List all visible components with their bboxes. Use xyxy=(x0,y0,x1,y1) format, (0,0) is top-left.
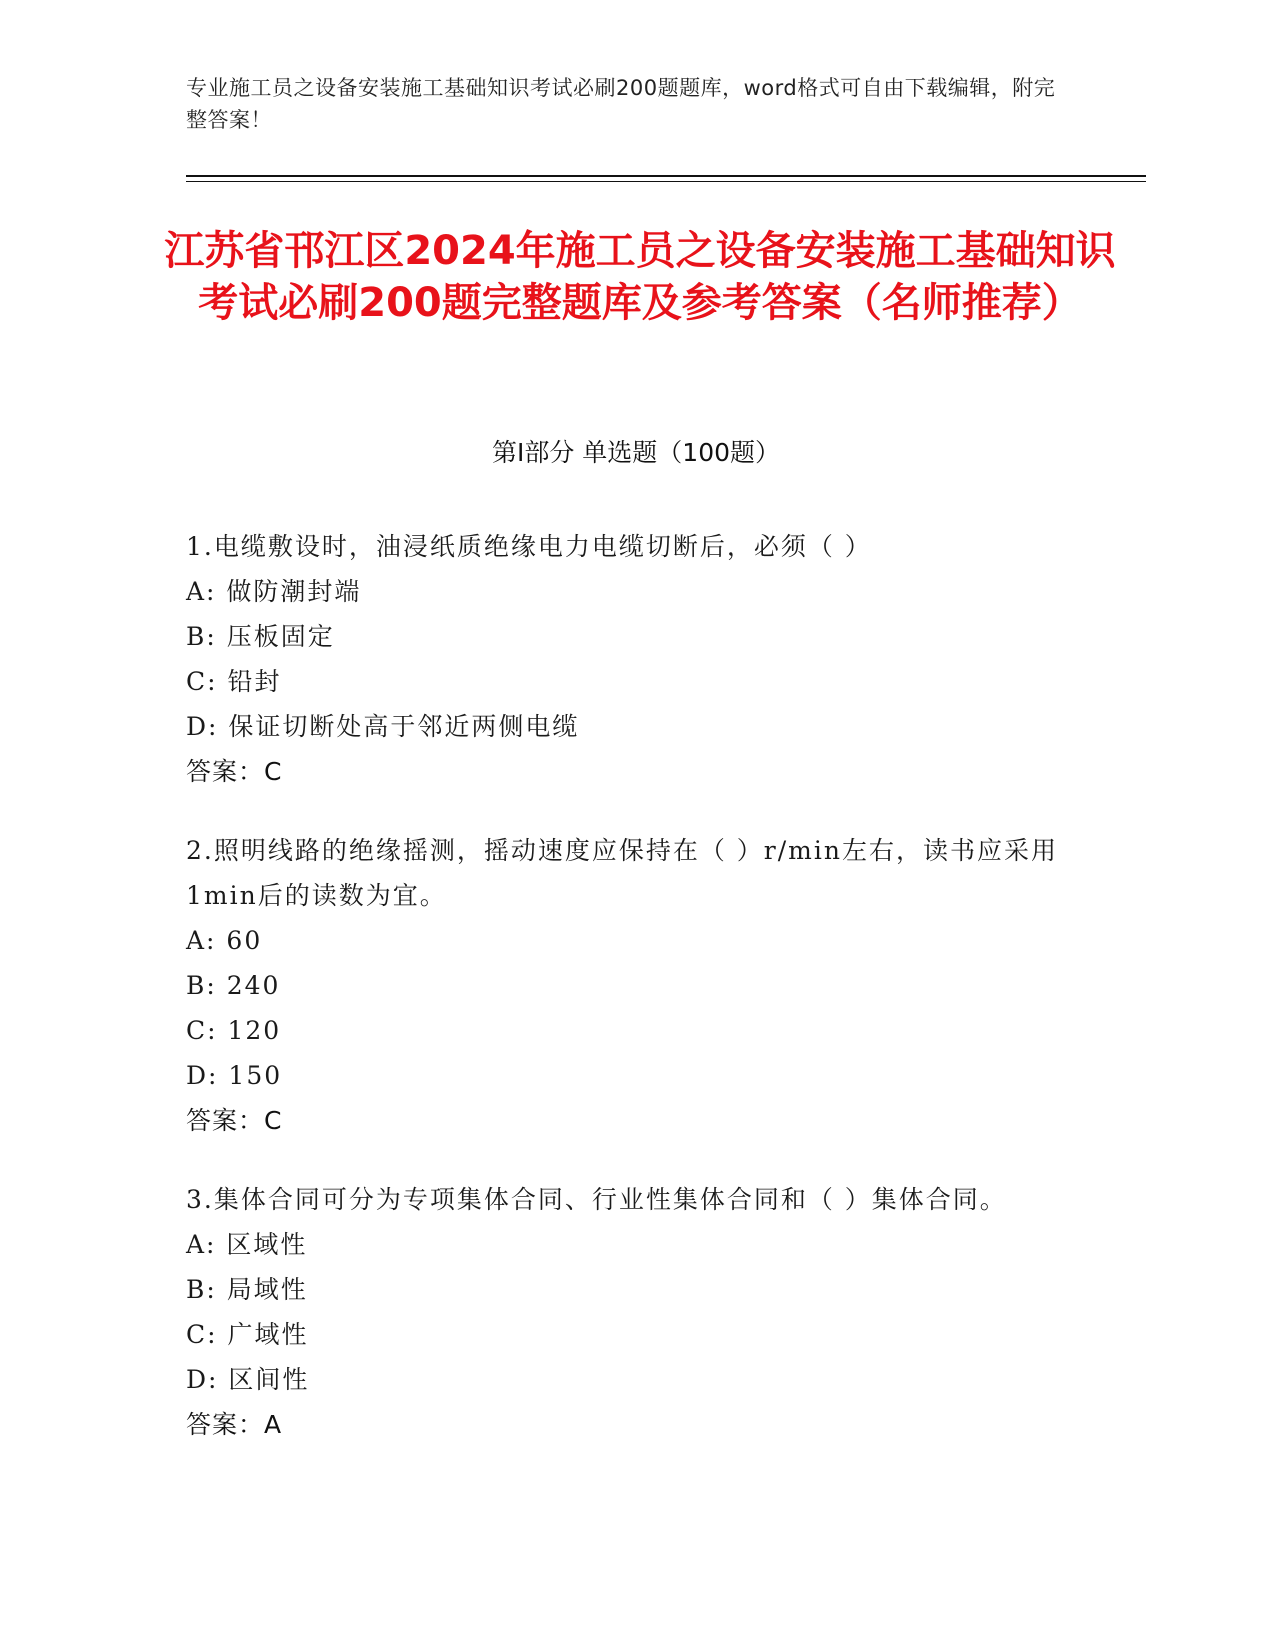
question-1 xyxy=(186,524,1066,794)
header-rule-thick xyxy=(186,175,1146,177)
answer: 答案：A xyxy=(186,1410,283,1439)
question-stem: 1.电缆敷设时，油浸纸质绝缘电力电缆切断后，必须（ ） xyxy=(186,532,872,561)
question-stem: 3.集体合同可分为专项集体合同、行业性集体合同和（ ）集体合同。 xyxy=(186,1185,1007,1214)
question-stem: 2.照明线路的绝缘摇测，摇动速度应保持在（ ）r/min左右，读书应采用1min后的读数为宜。 xyxy=(186,836,1058,910)
option-c: C: 120 xyxy=(186,1016,282,1045)
answer: 答案：C xyxy=(186,757,283,786)
option-d: D: 150 xyxy=(186,1061,283,1090)
answer: 答案：C xyxy=(186,1106,283,1135)
document-title: 江苏省邗江区2024年施工员之设备安装施工基础知识考试必刷200题完整题库及参考答案（名师推荐） xyxy=(164,228,1116,326)
option-a: A: 做防潮封端 xyxy=(186,577,362,606)
option-d: D: 保证切断处高于邻近两侧电缆 xyxy=(186,712,580,741)
question-list xyxy=(186,524,1066,1481)
option-b: B: 压板固定 xyxy=(186,622,335,651)
header-rule-thin xyxy=(186,181,1146,182)
section-title: 第I部分 单选题（100题） xyxy=(491,438,781,467)
option-c: C: 铅封 xyxy=(186,667,282,696)
header-note: 专业施工员之设备安装施工基础知识考试必刷200题题库，word格式可自由下载编辑，附完整答案！ xyxy=(186,76,1056,132)
option-b: B: 240 xyxy=(186,971,281,1000)
question-2 xyxy=(186,828,1066,1143)
question-3 xyxy=(186,1177,1066,1447)
option-a: A: 区域性 xyxy=(186,1230,308,1259)
option-d: D: 区间性 xyxy=(186,1365,310,1394)
option-a: A: 60 xyxy=(186,926,263,955)
option-b: B: 局域性 xyxy=(186,1275,308,1304)
option-c: C: 广域性 xyxy=(186,1320,309,1349)
